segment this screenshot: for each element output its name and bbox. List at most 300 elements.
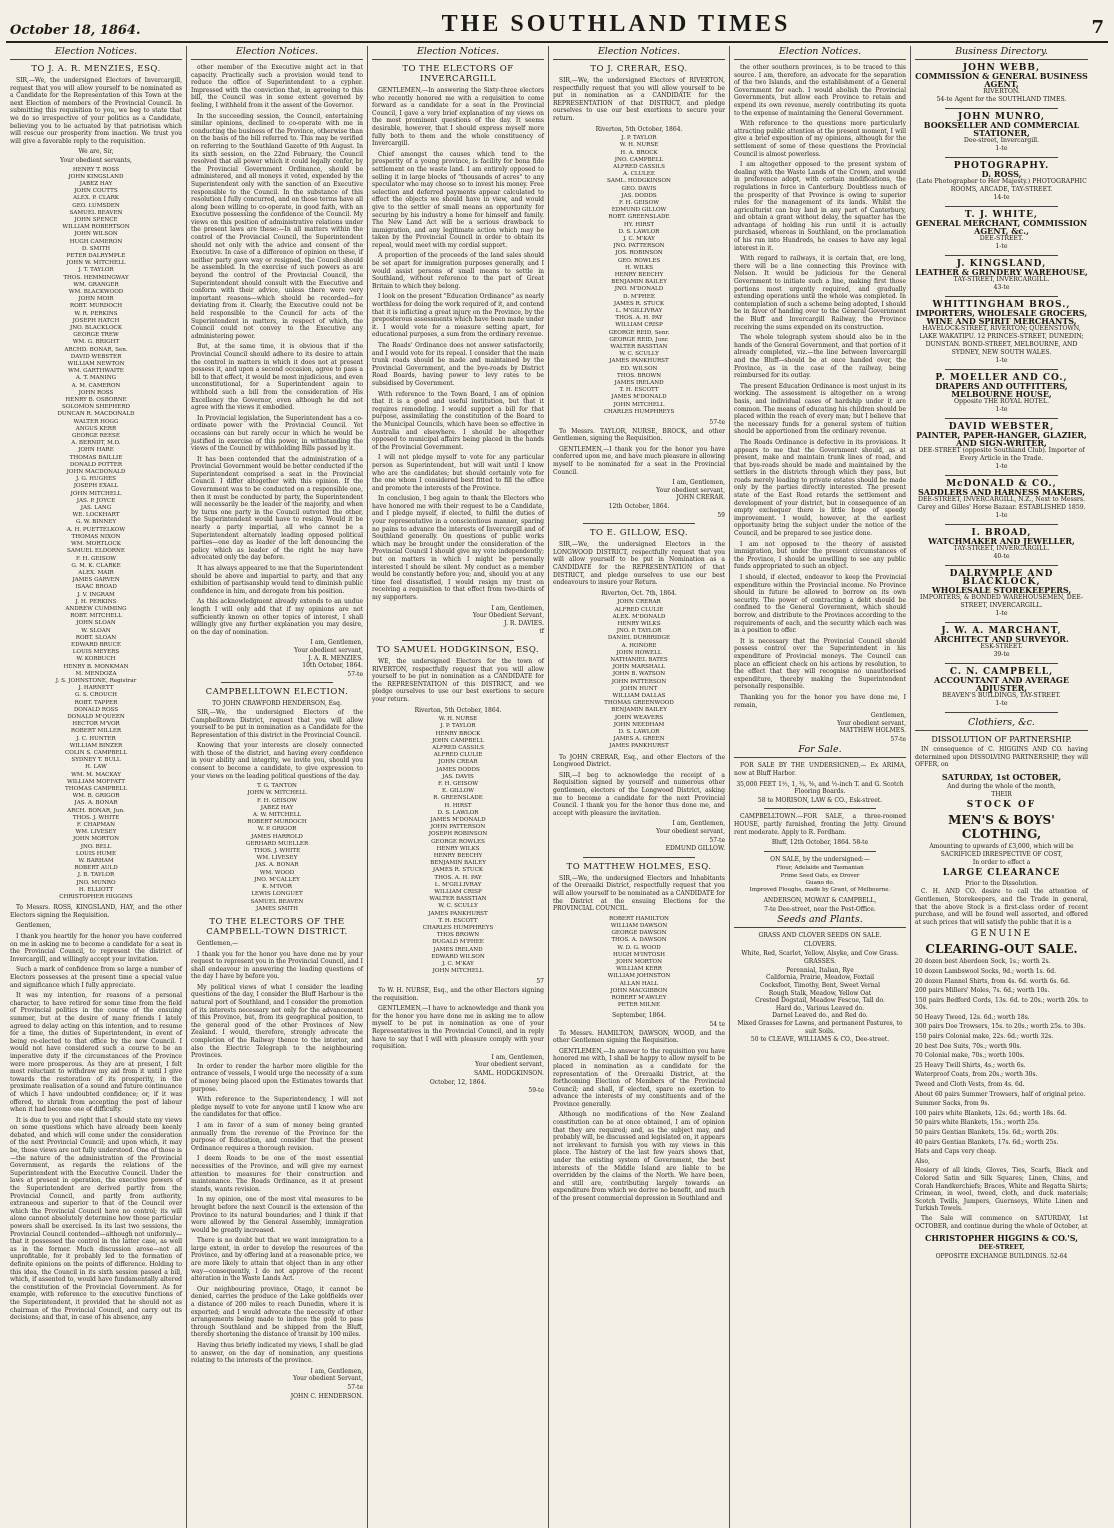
ref-code: 57 (536, 978, 544, 986)
directory-ref: 1-te (995, 357, 1008, 364)
ref-code: 59 (717, 511, 725, 519)
directory-place: (Late Photographer to Her Majesty.) PHOTOGRAPHIC ROOMS, ARCADE, TAY-STREET. (916, 178, 1087, 193)
paragraph: I am not opposed to the theory of assisted immigration, but under the present circumstances of the Province, I should be unwilling to see any public funds appropriated to such an object. (734, 540, 906, 571)
directory-entry (915, 374, 1088, 419)
ad-head: STOCK OF (966, 799, 1037, 810)
list-line: LOUIS HUME (75, 850, 117, 857)
list-line: Your obedient Servant, (293, 1375, 363, 1383)
list-line: JAMES A. GREEN (613, 736, 665, 743)
list-line: W. H. NURSE (438, 716, 478, 723)
list-line: THOS. A. DAWSON (611, 937, 667, 944)
list-line: JOHN W. MITCHELL (66, 260, 126, 267)
divider (945, 524, 1058, 525)
directory-line: WATCHMAKER AND JEWELLER, (928, 536, 1075, 546)
ad-sig: Bluff, 12th October, 1864. 58-te (771, 839, 869, 847)
directory-entry (915, 480, 1088, 525)
list-line: J. S. JOHNSTONE, Registrar (55, 677, 137, 684)
list-line: DANIEL DURBRIDGE (607, 635, 671, 642)
sale-item: About 60 pairs Summer Trowsers, half of original price. (915, 1090, 1086, 1098)
divider (945, 418, 1058, 419)
ad-sig: 58 te MORISON, LAW & CO., Esk-street. (757, 796, 883, 804)
column-3 (368, 46, 549, 1528)
list-line: W. BARHAM (78, 858, 114, 865)
list-line: WILLIAM CRISP (434, 889, 482, 895)
list-line: JNO. M'CALLEY (254, 876, 300, 883)
signature-name: SAML. HODGKINSON. (473, 1069, 544, 1077)
ref-code: tf (539, 628, 544, 636)
ad-sig: ANDERSON, MOWAT & CAMPBELL, (763, 897, 877, 905)
list-line: J. H. PERKINS (75, 598, 117, 605)
list-line: THOMAS BAILLIE (69, 454, 123, 461)
list-line: JOHN CREAR (438, 759, 478, 766)
signatories-list (372, 716, 544, 975)
notice-subhead: TO JOHN CRAWFORD HENDERSON, Esq. (212, 700, 342, 708)
list-line: SAMUEL BEAVEN (250, 898, 304, 905)
list-line: F. H. GEISOW (76, 555, 116, 562)
directory-ref: 1-te (995, 463, 1008, 470)
list-line: SOLOMON SHEPHERD (62, 404, 130, 411)
list-line: D. S. LAWLOR (437, 809, 479, 816)
ad-ref: 7-te Dee-street, near the Post-Office. (764, 905, 876, 913)
list-line: DAVID WEBSTER (70, 353, 122, 360)
sale-item: Tweed and Cloth Vests, from 4s. 6d. (915, 1081, 1025, 1089)
notice-headline: TO THE ELECTORS OF THE CAMPBELL-TOWN DISTRICT. (206, 916, 348, 937)
list-line: L. M'GILLIVRAY (434, 881, 482, 888)
list-line: SAMUEL BEAVEN (69, 209, 123, 216)
ad-head: CLEARING-OUT SALE. (925, 942, 1078, 957)
list-line: JOSEPH HATCH (72, 317, 120, 324)
reply-greeting: Gentlemen, (16, 922, 52, 930)
signatories-list (191, 783, 363, 913)
directory-line: WHOLESALE STOREKEEPERS, (931, 585, 1072, 595)
list-line: ROBERT AULD (74, 865, 118, 872)
ad-head: GRASS AND CLOVER SEEDS ON SALE. (758, 932, 882, 940)
paragraph: Knowing that your interests are closely connected with those of the district, and having every confidence in your ability and integrity, we invite you, should you consent to become a candidate, to give expression to your views on the leading political questions of the day. (191, 742, 363, 780)
paragraph: In Provincial legislation, the Superintendent has a co-ordinate power with the Provincial Council. Yet occasions can but rarely occur in which he would be justified in exercise of this power, in withstanding the views of the Council by withholding Bills passed by it. (191, 414, 363, 453)
list-line: JOSEPH EXALL (73, 483, 119, 490)
directory-entry (915, 668, 1088, 713)
list-line: JAS. A. BONAR (74, 800, 118, 807)
sale-items (915, 958, 1088, 1213)
ad-text: C. H. AND CO. desire to call the attention of Gentlemen, Storekeepers, and the Trade in general, that the above Stock is a first-class order of recent purchase, and will be found well assorted, and offered at such prices that will satisfy the public that it is a (915, 888, 1088, 926)
sale-item: Hats and Caps very cheap. (915, 1148, 997, 1156)
list-line: ROBERT MILLER (70, 728, 122, 735)
list-line: GEORGE ROWLES (431, 838, 485, 845)
list-line: J. B. TAYLOR (77, 872, 115, 879)
list-line: JNO. BLACKLOCK (69, 325, 123, 331)
list-line: J. C. M'KAY (442, 961, 474, 968)
directory-line: LEATHER & GRINDERY WAREHOUSE, (915, 267, 1088, 277)
list-line: GEO. ROWLES (617, 257, 661, 264)
list-line: CHRISTOPHER HIGGINS (59, 894, 133, 901)
list-line: W. SLOAN (81, 627, 111, 634)
directory-place: Dee-street, Invercargill. (963, 137, 1040, 144)
list-line: JNO. CAMPBELL (614, 156, 664, 163)
paragraph: SIR,—We, the undersigned Electors of RIVERTON, respectfully request that you will allow yourself to be put in nomination as a CANDIDATE for the REPRESENTATION of that DISTRICT, and pledge ourselves to use our best exertions to secure your return. (553, 77, 725, 122)
list-line: G. W. BINNEY (75, 519, 117, 526)
sale-date: SATURDAY, 1st OCTOBER, (941, 771, 1062, 782)
list-line: Gentlemen, (870, 712, 906, 720)
list-line: JAMES PANKHURST (609, 358, 669, 365)
list-line: A. BERNDT, M.D. (71, 440, 121, 447)
list-line: D. M'PHEE (623, 293, 655, 300)
list-line: A. H. PUETTELKOW (66, 526, 126, 533)
paragraph: As this acknowledgment already extends to an undue length I will only add that if my opinions are not sufficiently known on other topics of interest, I shall willingly give any further explanation you may desire, on the day of nomination. (191, 598, 363, 636)
list-line: WILLIAM NEWTON (67, 361, 125, 368)
list-line: ALEX. M'DONALD (612, 613, 666, 620)
directory-entry (915, 529, 1088, 566)
list-line: D. S. LAWLOR (618, 729, 660, 736)
ad-subhead: CLOVERS. (803, 941, 837, 948)
directory-ref: 54-te Agent for the SOUTHLAND TIMES. (936, 96, 1067, 103)
list-line: JOHN MARSHALL (612, 664, 666, 671)
paragraph: I thank you heartily for the honor you have conferred on me in asking me to become a candidate for a seat in the Provincial Council, to represent the district of Invercargill, and willingly accept your invitation. (10, 933, 182, 963)
list-line: JOHN PATTERSON (430, 824, 486, 831)
column-header: Election Notices. (10, 46, 182, 60)
list-line: DONALD POTTER (69, 461, 123, 468)
list-line: Guano do. (805, 879, 835, 886)
list-line: Your obedient servant, (656, 486, 725, 494)
ad-text: And during the whole of the month, (947, 782, 1056, 790)
list-line: I am, Gentlemen, (310, 1367, 363, 1375)
directory-ref: 1-te (995, 610, 1008, 617)
divider (764, 851, 876, 852)
divider (945, 369, 1058, 370)
list-line: I am, Gentlemen, (672, 479, 725, 487)
list-line: SAML. HODGKINSON (607, 178, 671, 185)
paragraph: Chief amongst the causes which tend to the prosperity of a young province, is facility for bona fide settlement on the waste land. I am entirely opposed to selling it in large blocks of "thousands of acres" to any speculator who may choose so to invest his money. Free selection and deferred payments appear calculated to effect the objects we should have in view, and would give to the settler of small means an opportunity for securing by his industry a home for himself and family. The New Land Act will be a serious drawback to immigration, and any legitimate action which may be taken by the Provincial Council in order to obtain its repeal, would meet with my cordial support. (372, 150, 544, 249)
list-line: J. P. TAYLOR (621, 135, 657, 142)
list-line: Your obedient servant, (656, 827, 725, 835)
list-line: JAMES IRELAND (433, 946, 483, 953)
list-line: DONALD ROSS (73, 706, 119, 713)
section-header: Clothiers, &c. (915, 717, 1088, 731)
greeting: We are, Sir, (78, 148, 114, 156)
list-line: I am, Gentlemen, (491, 604, 544, 612)
list-line: A. HONORE (621, 642, 657, 649)
list-line: THOMAS NIXON (71, 533, 121, 540)
list-line: WILLIAM BINZER (69, 742, 123, 749)
list-line: F. H. GEISOW (619, 199, 659, 206)
list-line: W. C. SCULLY (619, 351, 659, 358)
list-line: JOHN ROSS (78, 389, 114, 396)
paragraph: With reference to the questions more particularly attracting public attention at the present moment, I will give a brief exposition of my opinions, although for the settlement of some of these questions the Provincial Council is almost powerless. (734, 120, 906, 158)
list-line: JNO. MUNRO (76, 879, 116, 886)
list-line: SYDNEY T. BULL (71, 757, 121, 764)
column-2 (187, 46, 368, 1528)
list-line: ROBT. SLOAN (75, 634, 117, 641)
list-line: J. V. INGRAM (77, 591, 115, 598)
ad-text: FOR SALE BY THE UNDERSIGNED,— Ex ARIMA, now at Bluff Harbor. (734, 762, 906, 778)
divider (945, 663, 1058, 664)
list-line: PETER MILNE (617, 1002, 661, 1009)
ad-head: GENUINE (970, 929, 1033, 940)
list-line: JOHN B. WATSON (612, 671, 666, 678)
list-line: ALEX. P. CLARK (73, 195, 119, 202)
paragraph: In my opinion, one of the most vital measures to be brought before the next Council is the extension of the Province to its natural boundaries; and I think if that were allowed by the General Assembly, immigration would be greatly increased. (191, 1196, 363, 1234)
list-line: BENJAMIN BAILEY (611, 707, 667, 714)
paragraph: It is necessary that the Provincial Council should possess control over the Superintendent in his expenditure of Provincial moneys. The Council can place an efficient check on his actions by resolution, to the effect that they will recognise no unauthorised expenditure, thereby making the Superintendent personally responsible. (734, 637, 906, 691)
business-directory (915, 64, 1088, 713)
list-line: J. C. M'KAY (623, 236, 655, 242)
notice-date: Riverton, 5th October, 1864. (595, 125, 683, 133)
list-line: WM. BLACKWOOD (68, 288, 124, 295)
list-line: A. W. MITCHELL (252, 812, 302, 819)
sale-item: 20 dozen Flannel Shirts, from 4s. 6d. worth 6s. 6d. (915, 977, 1070, 985)
paragraph: The Roads Ordinance is defective in its provisions. It appears to me that the Government should, as at present, make and maintain trunk lines of road, and that bye-roads should be made and maintained by the settlers in the districts through which they pass, but roads merely leading to private estates should be made only by the parties directly interested. The present state of the East Road retards the settlement and development of your district, but in consequence of an empty exchequer there is little hope of speedy improvement. I would, however, at the earliest opportunity bring the subject under the notice of the Council, and be prepared to see justice done. (734, 438, 906, 538)
list-line: JOHN MORTON (615, 958, 663, 965)
directory-name: JOHN MUNRO, (958, 112, 1045, 122)
list-line: JOHN W. MITCHELL (247, 790, 307, 797)
paragraph: In conclusion, I beg again to thank the Electors who have honored me with their request to be a Candidate, and I pledge myself, if elected, to fulfil the duties of your representative in a conscientious manner, sparing no pains to advance the interests of Invercargill and of Southland generally. On questions of public works which may be brought under the consideration of the Provincial Council I should give my vote independently; but on matters in which I might be personally interested I should be silent. My conduct as a member would be constantly before you; and, should you at any time feel dissatisfied, I would resign my trust on receiving a requisition to that effect from two-thirds of my supporters. (372, 495, 544, 601)
section-header: Seeds and Plants. (734, 914, 906, 928)
paragraph: GENTLEMEN,—In answering the Sixty-three electors who recently honored me with a requisition to come forward as a candidate for a seat in the Provincial Council, I gave a very brief explanation of my views on the most prominent questions of the day. It seems desirable, however, that I should express myself more fully both to them and the whole constituency of Invercargill. (372, 87, 544, 148)
divider (221, 682, 333, 683)
signatories-list (10, 167, 182, 902)
sale-item: 70 Colonial make, 70s.; worth 100s. (915, 1052, 1025, 1060)
list-line: G. M. K. CLARKE (71, 562, 121, 569)
list-line: ALFRED CASSILS (432, 744, 484, 751)
directory-name: J. W. A. MARCHANT, (941, 626, 1062, 636)
paragraph: SIR,—We, the undersigned Electors of Invercargill, request that you will allow yourself to be nominated as a Candidate for the Representation of this Town at the next Election of members of the Provincial Council. In submitting this requisition to you, we beg to state that we do so irrespective of your politics as a Candidate, believing you to be actuated by that patriotism which will rescue our prosperity from inaction. We trust you will give a favorable reply to the requisition. (10, 77, 182, 145)
list-line: G. S. CROUCH (75, 692, 117, 699)
paragraph: other member of the Executive might act in that capacity. Practically such a provision would tend to reduce the office of Superintendent to a cypher. Impressed with the conviction that, in agreeing to this bill, the Council was in some extent governed by feeling, I withheld from it the assent of the Governor. (191, 64, 363, 109)
directory-line: SADDLERS AND HARNESS MAKERS, (917, 487, 1086, 497)
list-line: HUGH M'INTOSH (612, 951, 666, 958)
directory-line: ACCOUNTANT AND AVERAGE ADJUSTER, (934, 675, 1069, 693)
list-line: JAMES R. STUCK (432, 867, 484, 874)
list-line: A. CLULEE (623, 171, 655, 178)
paragraph: Such a mark of confidence from so large a number of Electors possesses at the present time a special value and significance which I fully appreciate. (10, 966, 182, 989)
column-header: Election Notices. (734, 46, 906, 60)
list-line: LEWIS LONGUET (251, 891, 303, 898)
paragraph: SIR,—We, the undersigned Electors and Inhabitants of the Oreraaiki District, respectfully request that you will allow yourself to be nominated as a CANDIDATE for the District at the ensuing Elections for the PROVINCIAL COUNCIL. (553, 874, 725, 913)
sale-item: 10 dozen Lambswool Socks, 9d.; worth 1s. 6d. (915, 967, 1057, 975)
directory-ref: 39-te (993, 651, 1010, 658)
directory-place: HAVELOCK-STREET, RIVERTON; QUEENSTOWN, LAKE WAKATIPU. 12 PRINCES-STREET, DUNEDIN; DUNSTAN. BOND-STREET, MELBOURNE, AND SYDNEY, NEW SOUTH WALES. (919, 325, 1084, 356)
directory-name: T. J. WHITE, (964, 210, 1039, 220)
list-line: PETER DALRYMPLE (66, 252, 126, 259)
list-line: JOHN MITCHELL (432, 968, 484, 975)
divider (945, 475, 1058, 476)
column-header: Business Directory. (915, 46, 1088, 60)
directory-name: JOHN WEBB, (962, 63, 1041, 73)
sale-item: Summer Sacks, from 9s. (915, 1100, 990, 1108)
directory-entry (915, 627, 1088, 664)
list-line: ARCHD. BONAR, Sen. (64, 346, 128, 353)
list-line: GEO. DAVIS (621, 185, 657, 192)
directory-ref: 1-te (995, 145, 1008, 152)
directory-entry (915, 423, 1088, 476)
list-line: JAS. DAVIS (442, 773, 474, 780)
list-line: H. LAW (85, 764, 107, 771)
signature-name: JOHN C. HENDERSON. (290, 1392, 363, 1400)
list-line: JAMES SMITH (255, 905, 299, 912)
divider (945, 108, 1058, 109)
list-line: JNO. M'DONALD (614, 286, 664, 293)
ad-text: White, Red, Scarlet, Yellow, Alsyke, and Cow Grass. (741, 949, 899, 957)
list-line: ALEX. MAIR (78, 569, 114, 576)
notice-headline: TO J. CRERAR, ESQ. (590, 64, 688, 74)
list-line: JAMES HARROLD (251, 833, 303, 840)
list-line: H. HIRST (444, 802, 472, 809)
list-line: JABEZ HAY (79, 180, 113, 187)
notice-date: Riverton, Oct. 7th, 1864. (601, 589, 677, 597)
ad-head: MEN'S & BOYS' CLOTHING, (948, 812, 1055, 841)
sale-item: Also, (915, 1157, 930, 1165)
list-line: HY. HIRST (623, 221, 655, 228)
list-line: H. ELLIOTT (78, 886, 114, 893)
list-line: JAMES R. STUCK (613, 300, 665, 307)
list-line: JOHN MORTON (72, 836, 120, 843)
list-line: JOHN MACGIBBON (610, 987, 668, 994)
directory-place: TAY-STREET, INVERCARGILL. (953, 276, 1050, 283)
ref-code: 57-te (890, 735, 906, 743)
paragraph: A proportion of the proceeds of the land sales should be set apart for immigration purposes generally, and I would assist persons of small means to settle in Southland, without reference to the part of Great Britain to which they belong. (372, 252, 544, 290)
directory-line: GENERAL MERCHANT, COMMISSION AGENT, &c., (915, 218, 1088, 236)
paragraph: Thanking you for the honor you have done me, I remain, (734, 693, 906, 709)
list-line: JOHN SLOAN (76, 620, 116, 627)
list-line: JAMES PANKHURST (428, 910, 488, 917)
paragraph: With reference to the Town Board, I am of opinion that it is a good and useful institution, but that it requires remodeling. I would support a bill for that purpose, assimilating the constitution of the Board to the Municipal Councils, which have been so effective in Australia and elsewhere. I should be altogether opposed to municipal affairs being placed in the hands of the Provincial Government. (372, 390, 544, 451)
list-line: JAMES GARVEN (72, 577, 120, 584)
column-4 (549, 46, 730, 1528)
paragraph: I am altogether opposed to the present system of dealing with the Waste Lands of the Crown, and would in preference adopt, with certain modifications, the regulations in force in Canterbury. Doubtless much of the prosperity of that Province is owing to superior rules for the management of its lands. Whilst the agriculturist can buy land in any part of Canterbury, and obtain a grant without delay, the squatter has the advantage of holding his run until it is actually purchased, whereas in Southland, on the proclamation of his run into Hundreds, he ceases to have any legal interest in it. (734, 161, 906, 252)
directory-place: TAY-STREET, INVERCARGILL. (953, 545, 1050, 552)
masthead (6, 4, 1108, 43)
paragraph: But, at the same time, it is obvious that if the Provincial Council should adhere to its desire to attain the control in matters in which it does not at present possess it, and upon a second occasion, agree to pass a bill to that effect, it would be most injudicious, and even unconstitutional, for a Superintendent again to withhold such a bill from the consideration of His Excellency the Governor, even although he did not agree with the views it embodied. (191, 343, 363, 412)
directory-entry (915, 113, 1088, 158)
list-line: THOS. A. H. PAY (434, 874, 482, 881)
paragraph: My political views of what I consider the leading questions of the day, I consider the Bluff Harbour is the natural port of Southland, and I consider the promotion of its interests necessary not only for the advancement of this Province, but, from its geographical position, to the general good of the other Provinces of New Zealand. I would, therefore, strongly advocate the completion of the Railway thence to the interior, and also the Electric Telegraph to the neighbouring Provinces. (191, 983, 363, 1060)
list-line: CHARLES HUMPHREYS (603, 408, 675, 415)
list-line: JOHN WILSON (74, 231, 118, 238)
list-line: W. P. GRIGOR (257, 826, 297, 833)
list-line: GEORGE TREW (73, 332, 119, 339)
list-line: THOS. HEMMINGWAY (63, 274, 129, 281)
paragraph: GENTLEMEN,—In answer to the requisition you have honored me with, I shall be happy to allow myself to be placed in nomination as a candidate for the representation of the Oreraaiki District, at the forthcoming Election of Members of the Provincial Council; and shall, if elected, spare no exertion to advance the interests of my constituents and of the Province generally. (553, 1047, 725, 1108)
list-line: HUGH CAMERON (69, 238, 123, 245)
ad-head: DISSOLUTION OF PARTNERSHIP. (931, 735, 1072, 744)
directory-line: IMPORTERS, WHOLESALE GROCERS, WINE AND SPIRIT MERCHANTS, (915, 308, 1088, 326)
list-line: Improved Ploughs, made by Grant, of Melbourne. (749, 887, 891, 894)
list-line: THOS. A. H. PAY (615, 315, 663, 322)
list-line: ALLAN HALL (619, 980, 659, 987)
list-line: Prime Seed Oats, ex Drover (780, 872, 860, 879)
ad-subhead: GRASSES. (804, 958, 836, 966)
list-line: GEO. LUMSDEN (72, 202, 120, 209)
list-line: R. GREENSLADE (433, 795, 483, 802)
paragraph: I will not pledge myself to vote for any particular person as Superintendent, but will wait until I know who are the candidates; but should certainly vote for the one whom I considered best fitted to fill the office and promote the interests of the Province. (372, 454, 544, 492)
paragraph: I look on the present "Education Ordinance" as nearly worthless for doing the work required of it, and contend that it is inflicting a great injury on the Province, by the preposterous assessments which have been made under it. I would vote for a measure setting apart, for educational purposes, a sum from the ordinary revenue. (372, 293, 544, 339)
paragraph: The present Education Ordinance is most unjust in its working. The assessment is altogether on a wrong basis, and individual cases of hardship under it are common. The means of educating his children should be placed within the reach of every man; but I believe that the necessary funds for a general system of tuition should be apportioned from the ordinary revenue. (734, 382, 906, 436)
ad-head: LARGE CLEARANCE (942, 867, 1061, 878)
list-line: JOHN SPENCE (74, 216, 118, 223)
list-line: ROBERT MURDOCH (247, 819, 307, 826)
list-line: J. HARNETT (78, 685, 114, 692)
column-6 (911, 46, 1092, 1528)
paragraph: It has been contended that the administration of a Provincial Government would be better conducted if the Superintendent comprised a seat in the Provincial Council. I differ altogether with this opinion. If the Government was to be conducted on a responsible one, then it must be conducted by party, the Superintendent will necessarily be the leader of the majority, and when by turns one party in the Council outvoted the other, the Superintendent would have to resign. Would it be nearly a party impartial, all who cannot be a Superintendent alternately leading opposed political parties—one day as leader of the left denouncing the policy which as leader of the right he may have advocated only the day before. (191, 455, 363, 562)
list-line: W. H. NURSE (619, 142, 659, 149)
list-line: JNO. P. TAYLOR (616, 628, 662, 635)
signatories-list (553, 599, 725, 750)
list-line: L. M'GILLIVRAY (615, 308, 663, 315)
list-line: ANGUS KERR (75, 425, 117, 432)
list-line: JAMES M'DONALD (430, 816, 486, 823)
sale-item: 200 pairs Millers' Moles, 7s. 6d.; worth 10s. (915, 987, 1050, 995)
directory-line: D. ROSS, (981, 169, 1022, 179)
list-line: NATHANIEL BATES (610, 656, 668, 663)
list-line: JOHN CAMPBELL (432, 737, 484, 744)
list-line: THOMAS GREENWOOD (604, 700, 674, 707)
paragraph: WE, the undersigned Electors for the town of RIVERTON, respectfully request that you will allow yourself to be put in nomination as a CANDIDATE for the REPRESENTATION of this DISTRICT, and we pledge ourselves to use our best exertions to secure your return. (372, 657, 544, 703)
column-header: Election Notices. (372, 46, 544, 60)
ad-text: 35,000 FEET 1½, 1, ¾, ⅝, and ½-inch T. and G. Scotch Flooring Boards. (736, 780, 904, 796)
directory-place: BEAVEN'S BUILDINGS, TAY-STREET. (942, 692, 1061, 699)
page-number: 7 (1091, 17, 1104, 38)
ad-sig: 50 te CLEAVE, WILLIAMS & CO., Dee-street. (750, 1036, 890, 1044)
directory-name: McDONALD & CO., (946, 479, 1057, 489)
directory-place: DEE-STREET (opposite Southland Club). Importer of Every Article in the Trade. (918, 447, 1085, 462)
list-line: GERHARD MUELLER (245, 840, 309, 847)
newspaper-title: THE SOUTHLAND TIMES (441, 11, 791, 37)
list-line: JOHN KINGSLAND (68, 173, 124, 180)
list-line: ED. WILSON (620, 365, 658, 372)
signature-block (191, 1368, 363, 1383)
signature-block (553, 820, 725, 835)
list-line: JOHN HARE (78, 447, 114, 454)
divider (945, 206, 1058, 207)
list-line: K. M'IVOR (262, 884, 292, 891)
ad-text: IN consequence of C. HIGGINS AND CO. having determined upon DISSOLVING PARTNERSHIP, they will OFFER, on (915, 746, 1088, 769)
divider (764, 808, 876, 809)
paragraph: With reference to the Superintendency, I will not pledge myself to vote for anyone until I know who are the candidates for that office. (191, 1096, 363, 1119)
directory-place: Opposite THE ROYAL HOTEL. (953, 398, 1050, 405)
paragraph: I should, if elected, endeavor to keep the Provincial expenditure within the Provincial income. No Province should in future be allowed to borrow on its own security. The power of contracting a debt should be confined to the General Government, which should borrow, and distribute to the Provinces according to the requirements of each, and the security which each was in a position to offer. (734, 574, 906, 635)
list-line: A. M. CAMERON (71, 382, 121, 389)
list-line: JOHN CRERAR. (676, 494, 725, 502)
paragraph: GENTLEMEN,—I have to acknowledge and thank you for the honor you have done me in asking me to allow myself to be put in nomination as one of your Representatives in the Provincial Council, and in reply have to say that I will with pleasure comply with your requisition. (372, 1005, 544, 1051)
list-line: HENRY B. MONKMAN (63, 663, 129, 670)
list-line: EDWARD BRUCE (71, 641, 121, 648)
directory-line: PAINTER, PAPER-HANGER, GLAZIER, AND SIGN-WRITER, (916, 430, 1087, 448)
issue-date: October 18, 1864. (10, 23, 141, 38)
reply-greeting: Gentlemen,— (197, 939, 239, 947)
paragraph: SIR,—We, the undersigned Electors of the Campbelltown District, request that you will allow yourself to be put in nomination as a Candidate for the Representation of this district in the Provincial Council. (191, 708, 363, 739)
list-line: F. H. GEISOW (257, 797, 297, 804)
sale-item: 50 pairs white Blankets, 15s.; worth 25s. (915, 1119, 1040, 1127)
directory-name: WHITTINGHAM BROS., (932, 300, 1071, 310)
ad-text: Prior to the Dissolution. (965, 879, 1038, 887)
directory-name: I. BROAD, (971, 528, 1032, 538)
list-line: J. A. R. MENZIES. (308, 654, 363, 662)
directory-line: BOOKSELLER AND COMMERCIAL STATIONER, (923, 120, 1080, 138)
list-line: HENRY WILKS (436, 845, 480, 852)
reply-address: To JOHN CRERAR, Esq., and other Electors of the Longwood District. (553, 753, 725, 769)
reply-address: To Messrs. TAYLOR, NURSE, BROCK, and other Gentlemen, signing the Requisition. (553, 427, 725, 443)
paragraph: SIR,—We, the undersigned Electors in the LONGWOOD DISTRICT, respectfully request that you will allow yourself to be put in Nomination as a CANDIDATE for the REPRESENTATION of that DISTRICT, and pledge ourselves to use our best endeavours to insure your Return. (553, 541, 725, 587)
directory-ref: 40-te (993, 553, 1010, 560)
list-line: JOHN CRERAR (617, 599, 661, 606)
paragraph: I thank you for the honor you have done me by your request to represent you in the Provincial Council, and I shall endeavour in answering the leading questions of the day I have by before you. (191, 950, 363, 981)
list-line: WM. LIVESEY (256, 855, 298, 862)
paragraph: SIR,—I beg to acknowledge the receipt of a Requisition signed by yourself and numerous other gentlemen, electors of the Longwood District, asking me to become a candidate for the next Provincial Council. I thank you for the honor thus done me, and accept with pleasure the invitation. (553, 771, 725, 817)
section-header: For Sale. (734, 744, 906, 758)
list-line: ISAAC BROAD (75, 584, 117, 591)
list-line: WALTER HOGG (73, 418, 119, 425)
ad-text: Amounting to upwards of £3,000, which will be SACRIFICED IRRESPECTIVE OF COST, (929, 842, 1074, 858)
paragraph: Although no modifications of the New Zealand constitution can be at once obtained, I am of opinion that they are required; and, as the subject may, and probably will, be discussed and legislated on, it appears not irrelevant to furnish you with my views in this place. The history of the last few years shows that, under the existing system of Government, the best interests of the Middle Island are liable to be overridden by the claims of the North. We have been, and still are, contributing largely towards an expenditure from which we derive no benefit, and much of the present commercial depression in Southland and (553, 1111, 725, 1203)
